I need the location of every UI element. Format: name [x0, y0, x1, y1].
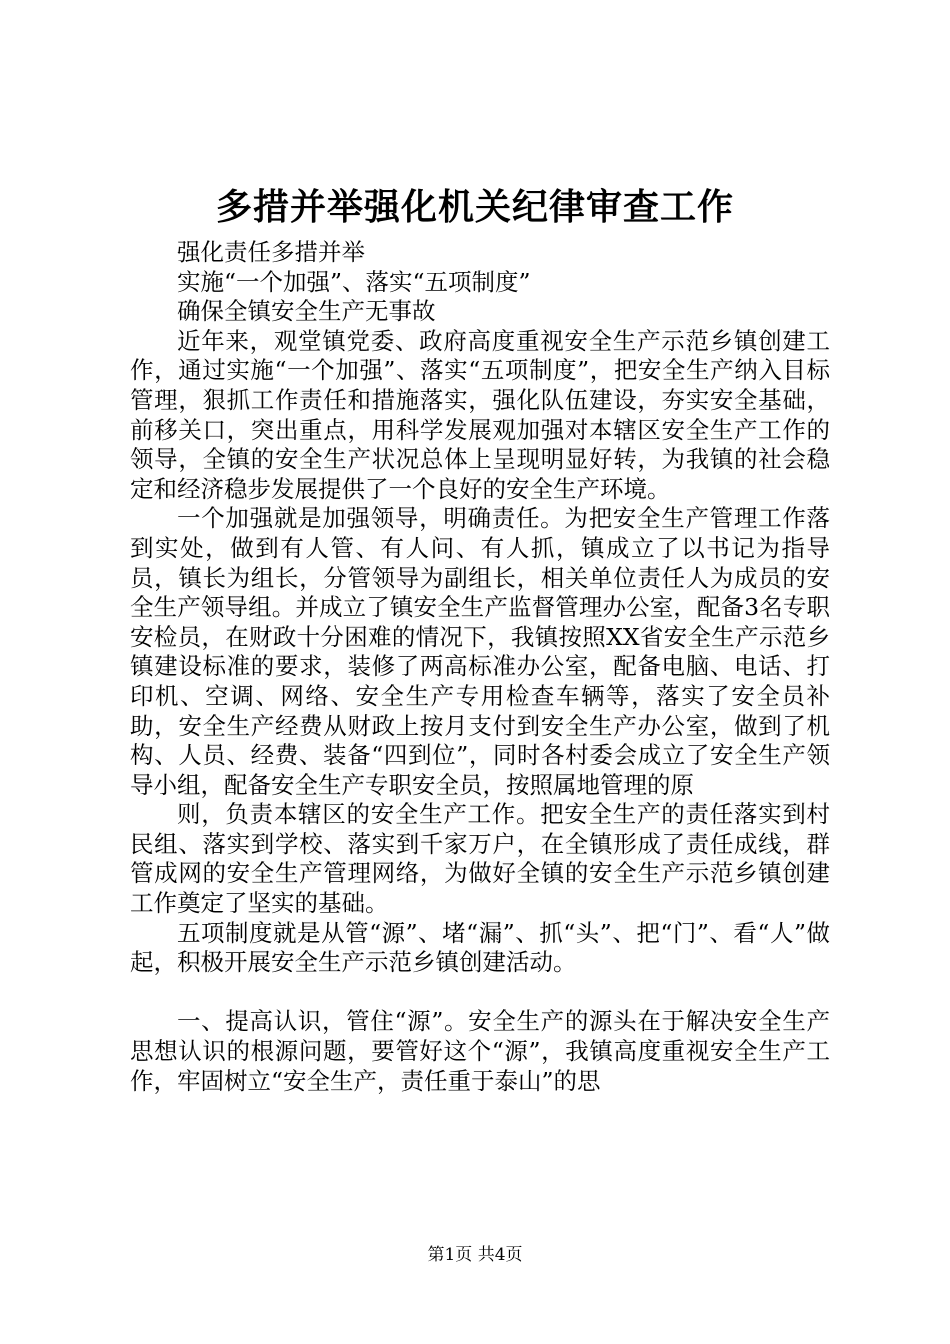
body-paragraph: 近年来，观堂镇党委、政府高度重视安全生产示范乡镇创建工作，通过实施“一个加强”、落实“五项制度”，把安全生产纳入目标管理，狠抓工作责任和措施落实，强化队伍建设，夯实安全基础，前移关口，突出重点，用科学发展观加强对本辖区安全生产工作的领导，全镇的安全生产状况总体上呈现明显好转，为我镇的社会稳定和经济稳步发展提供了一个良好的安全生产环境。 [130, 326, 830, 503]
page-number-footer: 第1页 共4页 [427, 1245, 523, 1265]
body-paragraph: 五项制度就是从管“源”、堵“漏”、抓“头”、把“门”、看“人”做起，积极开展安全生产示范乡镇创建活动。 [130, 918, 830, 977]
document-title: 多措并举强化机关纪律审查工作 [215, 187, 734, 228]
body-paragraph: 则，负责本辖区的安全生产工作。把安全生产的责任落实到村民组、落实到学校、落实到千家万户，在全镇形成了责任成线，群管成网的安全生产管理网络，为做好全镇的安全生产示范乡镇创建工作奠定了坚实的基础。 [130, 800, 830, 918]
body-paragraph: 一、提高认识，管住“源”。安全生产的源头在于解决安全生产思想认识的根源问题，要管好这个“源”，我镇高度重视安全生产工作，牢固树立“安全生产，责任重于泰山”的思 [130, 1007, 830, 1095]
subtitle-line: 强化责任多措并举 [177, 238, 365, 266]
body-paragraph: 一个加强就是加强领导，明确责任。为把安全生产管理工作落到实处，做到有人管、有人问、有人抓，镇成立了以书记为指导员，镇长为组长，分管领导为副组长，相关单位责任人为成员的安全生产领导组。并成立了镇安全生产监督管理办公室，配备3名专职安检员，在财政十分困难的情况下，我镇按照XX省安全生产示范乡镇建设标准的要求，装修了两高标准办公室，配备电脑、电话、打印机、空调、网络、安全生产专用检查车辆等，落实了安全员补助，安全生产经费从财政上按月支付到安全生产办公室，做到了机构、人员、经费、装备“四到位”，同时各村委会成立了安全生产领导小组，配备安全生产专职安全员，按照属地管理的原 [130, 504, 830, 799]
subtitle-line: 实施“一个加强”、落实“五项制度” [177, 267, 531, 296]
subtitle-line: 确保全镇安全生产无事故 [177, 297, 436, 326]
document-body [130, 238, 830, 1096]
